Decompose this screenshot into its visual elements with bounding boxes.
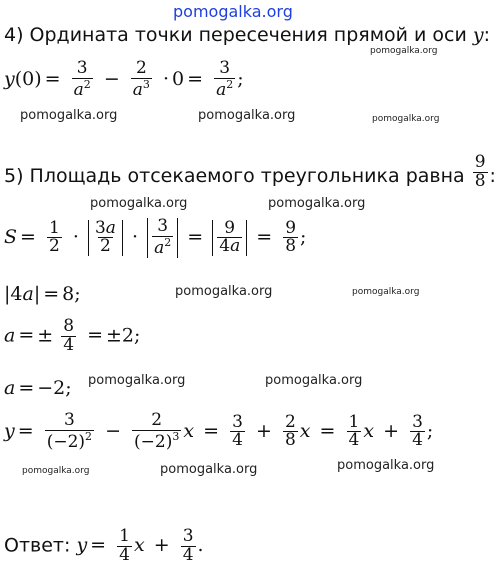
watermark: pomogalka.org [198, 108, 296, 123]
formula-line: y = $\frac{3}{(-2)^2}$ − $\frac{2}{(-2)^3}$ x = $\frac{3}{4}$ + $\frac{2}{8}$ x = $\frac{1}{4}$ x + $\frac{3}{4}$ ; [4, 410, 434, 452]
item-5-title-colon: : [489, 164, 496, 187]
watermark: pomogalka.org [337, 458, 435, 473]
watermark: pomogalka.org [160, 462, 258, 477]
answer-label: Ответ: [4, 534, 71, 557]
watermark: pomogalka.org [90, 196, 188, 211]
watermark: pomogalka.org [20, 108, 118, 123]
item-4-title-var: y [472, 24, 484, 46]
answer [4, 528, 204, 565]
item-5-title-text: 5) Площадь отсекаемого треугольника равна [4, 164, 465, 187]
watermark: pomogalka.org [265, 373, 363, 388]
formula-abs: |4a| = 8; [4, 283, 81, 305]
formula-area: S = $\frac{1}{2}$ · $\frac{3a}{2}$ · $\frac{3}{a^2}$ = $\frac{9}{4a}$ = $\frac{9}{8}$ ; [4, 216, 307, 258]
formula-y0: y(0) = $\frac{3}{a^2}$ − $\frac{2}{a^3}$ · 0 = $\frac{3}{a^2}$ ; [4, 58, 244, 100]
item-5-title-fraction: $\frac{9}{8}$ [474, 152, 486, 191]
watermark: pomogalka.org [352, 287, 420, 297]
item-5-title [4, 152, 496, 191]
answer-formula: y = $\frac{1}{4}$ x + $\frac{3}{4}$ . [76, 526, 204, 565]
site-link[interactable]: pomogalka.org [173, 2, 293, 21]
item-4-title [4, 24, 490, 46]
watermark: pomogalka.org [88, 373, 186, 388]
watermark: pomogalka.org [372, 114, 440, 124]
watermark: pomogalka.org [370, 46, 438, 56]
formula-a-values: a = ± $\frac{8}{4}$ = ±2; [4, 316, 141, 355]
item-4-title-text: 4) Ордината точки пересечения прямой и оси [4, 24, 467, 46]
watermark: pomogalka.org [22, 466, 90, 476]
watermark: pomogalka.org [175, 284, 273, 299]
watermark: pomogalka.org [268, 196, 366, 211]
formula-a-choice: a = −2; [4, 377, 72, 399]
item-4-title-colon: : [483, 24, 491, 46]
